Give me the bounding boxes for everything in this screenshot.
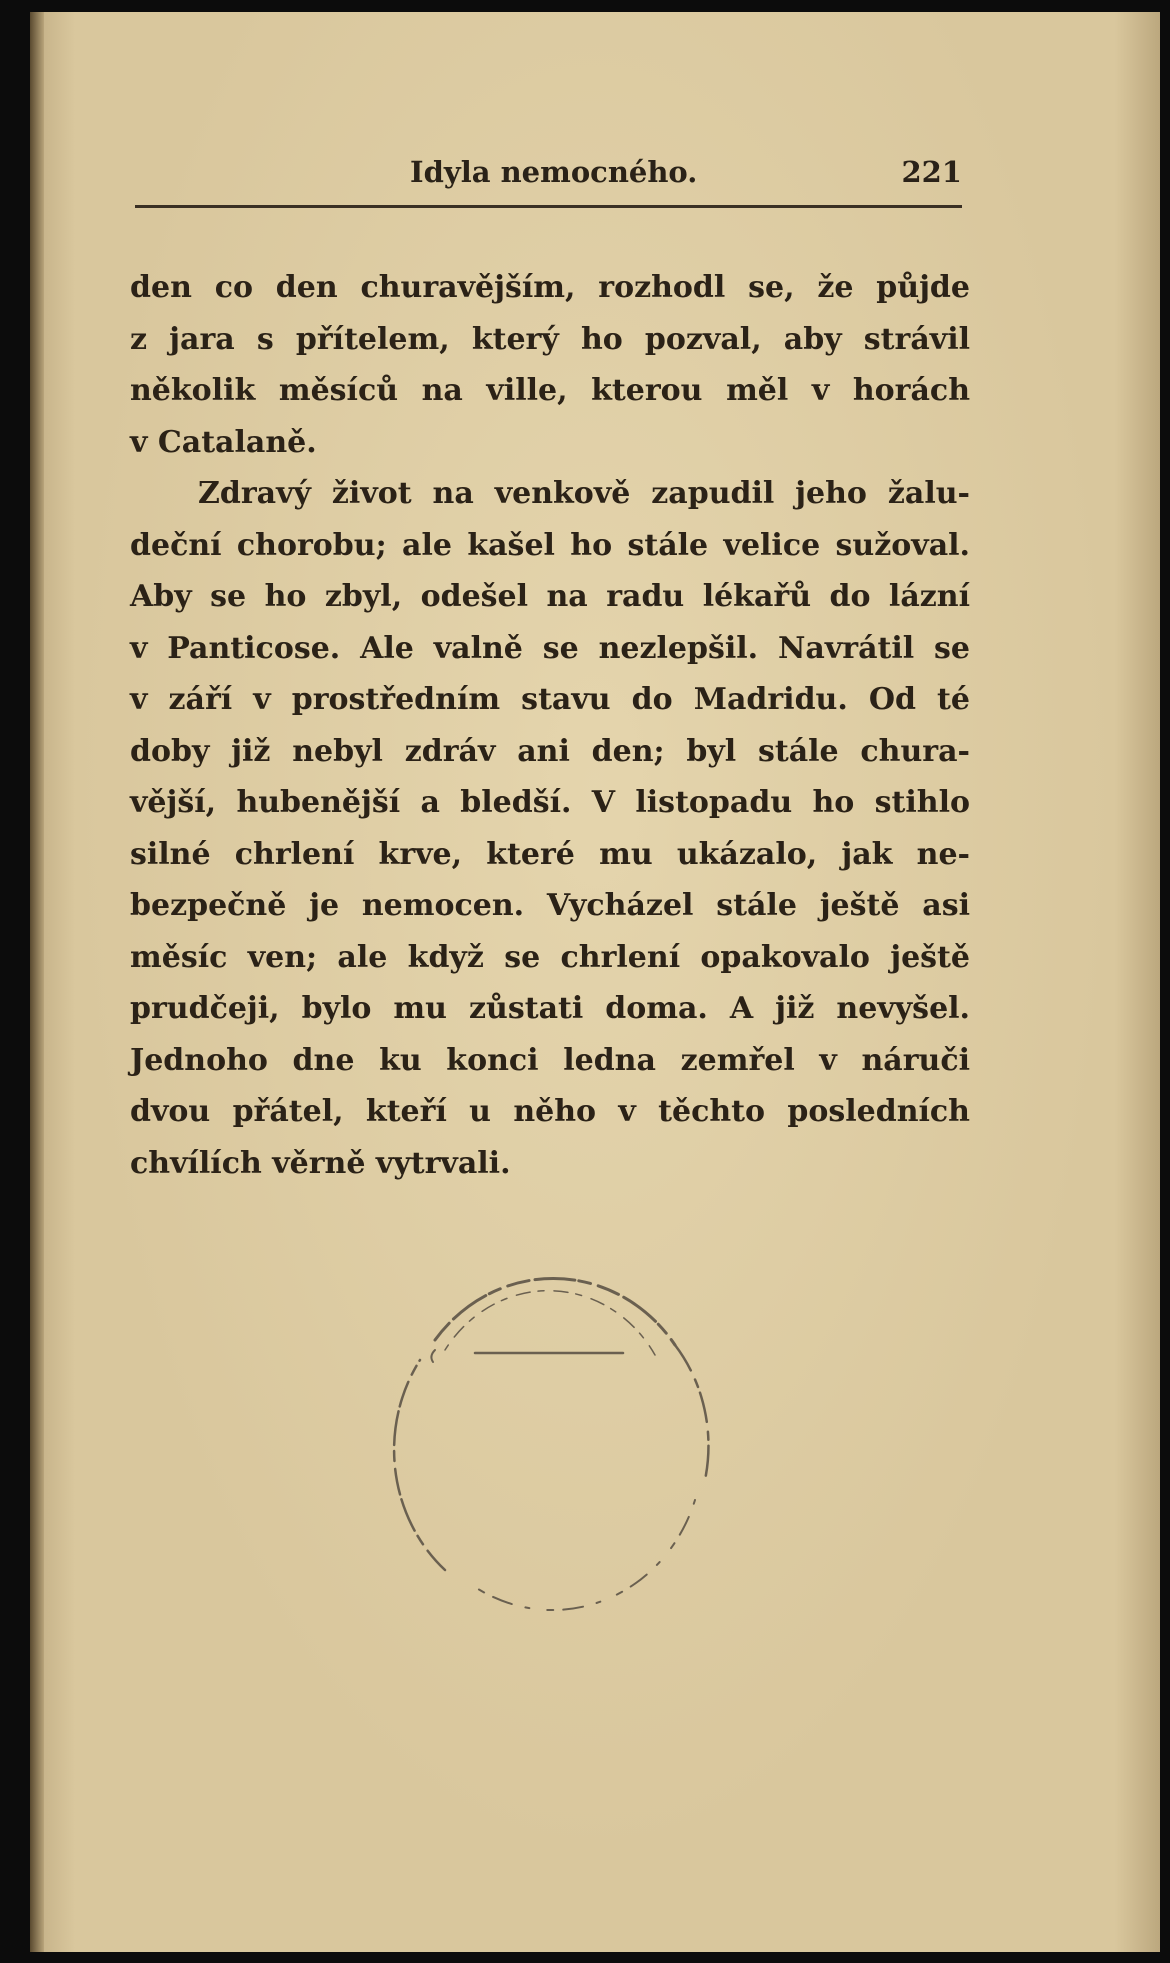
text-line: prudčeji, bylo mu zůstati doma. A již nevyšel. bbox=[130, 991, 970, 1026]
text-line: z jara s přítelem, který ho pozval, aby strávil bbox=[130, 321, 970, 357]
text-line: doby již nebyl zdráv ani den; byl stále chura- bbox=[130, 733, 970, 769]
text-line: deční chorobu; ale kašel ho stále velice sužoval. bbox=[130, 527, 970, 563]
page-number: 221 bbox=[901, 155, 962, 189]
text-line: chvílích věrně vytrvali. bbox=[130, 1145, 511, 1181]
text-line: bezpečně je nemocen. Vycházel stále ještě asi bbox=[130, 888, 970, 923]
book-spine-edge bbox=[30, 12, 44, 1952]
text-line: Zdravý život na venkově zapudil jeho žalu- bbox=[198, 476, 970, 511]
text-line: v září v prostředním stavu do Madridu. Od té bbox=[130, 682, 970, 717]
text-line: Aby se ho zbyl, odešel na radu lékařů do lázní bbox=[130, 579, 970, 614]
text-line: silné chrlení krve, které mu ukázalo, jak ne- bbox=[130, 836, 970, 872]
header-rule bbox=[135, 205, 962, 208]
text-line: dvou přátel, kteří u něho v těchto posledních bbox=[130, 1094, 970, 1129]
text-line: vější, hubenější a bledší. V listopadu ho stihlo bbox=[130, 785, 970, 820]
body-text bbox=[130, 262, 970, 1189]
text-line: několik měsíců na ville, kterou měl v horách bbox=[130, 373, 970, 408]
text-line: měsíc ven; ale když se chrlení opakovalo ještě bbox=[130, 939, 970, 975]
page-header bbox=[135, 155, 962, 195]
text-line: v Panticose. Ale valně se nezlepšil. Navrátil se bbox=[130, 630, 970, 666]
running-title: Idyla nemocného. bbox=[410, 155, 698, 189]
library-stamp-icon bbox=[375, 1250, 735, 1620]
text-line: Jednoho dne ku konci ledna zemřel v náruči bbox=[130, 1042, 970, 1078]
text-line: den co den churavějším, rozhodl se, že půjde bbox=[130, 270, 970, 305]
text-line: v Catalaně. bbox=[130, 424, 317, 460]
